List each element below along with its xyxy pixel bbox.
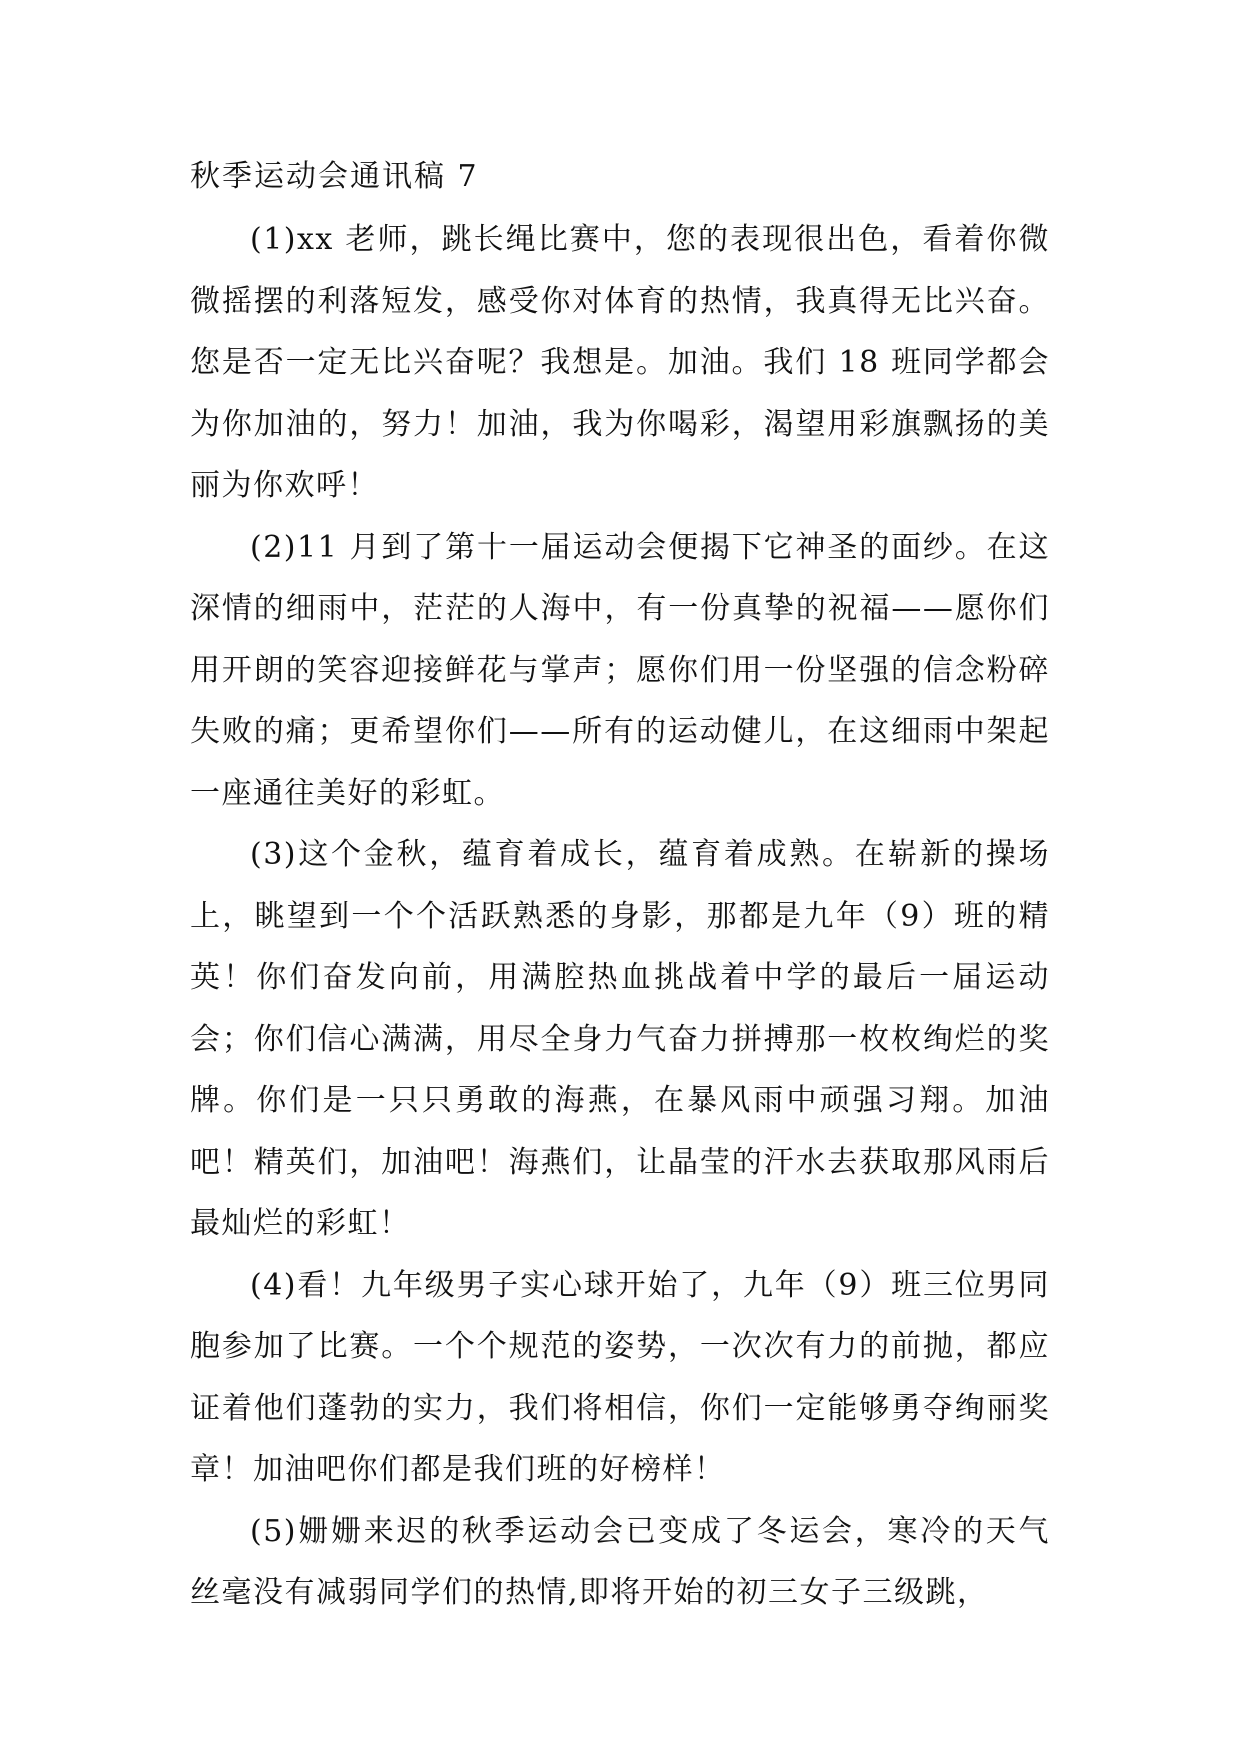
document-title: 秋季运动会通讯稿 7 bbox=[190, 159, 479, 194]
paragraph-4: (4)看！九年级男子实心球开始了，九年（9）班三位男同胞参加了比赛。一个个规范的姿势，一次次有力的前抛，都应证着他们蓬勃的实力，我们将相信，你们一定能够勇夺绚丽奖章！加油吧你们都是我们班的好榜样！ bbox=[190, 1267, 1050, 1487]
paragraph-2: (2)11 月到了第十一届运动会便揭下它神圣的面纱。在这深情的细雨中，茫茫的人海中，有一份真挚的祝福——愿你们用开朗的笑容迎接鲜花与掌声；愿你们用一份坚强的信念粉碎失败的痛；更希望你们——所有的运动健儿，在这细雨中架起一座通往美好的彩虹。 bbox=[190, 529, 1050, 811]
document-page bbox=[190, 150, 1050, 1624]
paragraph-5: (5)姗姗来迟的秋季运动会已变成了冬运会，寒冷的天气丝毫没有减弱同学们的热情,即将开始的初三女子三级跳， bbox=[190, 1513, 1050, 1610]
paragraph-1: (1)xx 老师，跳长绳比赛中，您的表现很出色，看着你微微摇摆的利落短发，感受你对体育的热情，我真得无比兴奋。您是否一定无比兴奋呢？我想是。加油。我们 18 班同学都会为你加油的，努力！加油，我为你喝彩，渴望用彩旗飘扬的美丽为你欢呼！ bbox=[190, 222, 1050, 503]
paragraph-3: (3)这个金秋，蕴育着成长，蕴育着成熟。在崭新的操场上，眺望到一个个活跃熟悉的身影，那都是九年（9）班的精英！你们奋发向前，用满腔热血挑战着中学的最后一届运动会；你们信心满满，用尽全身力气奋力拼搏那一枚枚绚烂的奖牌。你们是一只只勇敢的海燕，在暴风雨中顽强习翔。加油吧！精英们，加油吧！海燕们，让晶莹的汗水去获取那风雨后最灿烂的彩虹！ bbox=[190, 837, 1050, 1241]
